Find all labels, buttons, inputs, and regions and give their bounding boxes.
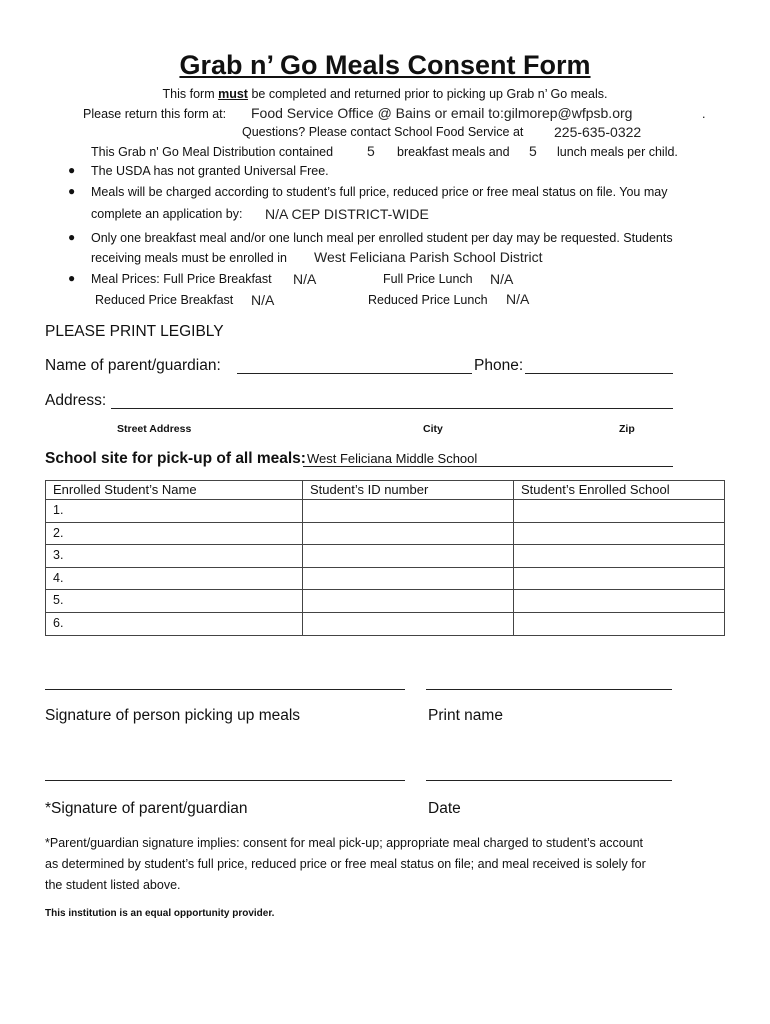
- pickup-site-value[interactable]: West Feliciana Middle School: [307, 451, 478, 466]
- table-row: [46, 545, 725, 568]
- footnote-line-1: *Parent/guardian signature implies: consent for meal pick-up; appropriate meal charged to student’s account: [45, 836, 644, 850]
- reduced-lunch-price[interactable]: N/A: [506, 291, 530, 307]
- breakfast-count[interactable]: 5: [367, 143, 375, 159]
- print-name-label: Print name: [428, 707, 503, 724]
- student-school-cell[interactable]: [514, 545, 725, 568]
- city-label: City: [423, 423, 443, 435]
- header-student-id: Student’s ID number: [303, 481, 514, 500]
- print-legibly: PLEASE PRINT LEGIBLY: [45, 323, 224, 340]
- table-row: [46, 522, 725, 545]
- full-breakfast-price[interactable]: N/A: [293, 271, 317, 287]
- student-school-cell[interactable]: [514, 567, 725, 590]
- student-name-cell[interactable]: 6.: [46, 612, 303, 635]
- table-row: [46, 567, 725, 590]
- zip-label: Zip: [619, 423, 635, 435]
- footnote-line-3: the student listed above.: [45, 878, 181, 892]
- return-label: Please return this form at:: [83, 107, 227, 121]
- bullet-icon: ●: [68, 271, 76, 285]
- student-school-cell[interactable]: [514, 612, 725, 635]
- application-method[interactable]: N/A CEP DISTRICT-WIDE: [265, 206, 429, 222]
- phone-label: Phone:: [474, 357, 524, 374]
- bullet-icon: ●: [68, 163, 76, 177]
- enrolled-label: receiving meals must be enrolled in: [91, 251, 287, 265]
- reduced-breakfast-price[interactable]: N/A: [251, 292, 275, 308]
- pickup-site-field[interactable]: [303, 466, 673, 467]
- print-name-field[interactable]: [426, 689, 672, 690]
- pickup-signature-label: Signature of person picking up meals: [45, 707, 301, 724]
- student-school-cell[interactable]: [514, 590, 725, 613]
- bullet-charges: Meals will be charged according to student’s full price, reduced price or free meal status on file. You may: [91, 185, 668, 199]
- questions-phone[interactable]: 225-635-0322: [554, 124, 642, 140]
- table-row: [46, 500, 725, 523]
- full-lunch-label: Full Price Lunch: [383, 272, 473, 286]
- address-label: Address:: [45, 392, 107, 409]
- guardian-signature-field[interactable]: [45, 780, 405, 781]
- reduced-breakfast-label: Reduced Price Breakfast: [95, 293, 234, 307]
- student-school-cell[interactable]: [514, 500, 725, 523]
- header-enrolled-school: Student’s Enrolled School: [514, 481, 725, 500]
- student-name-cell[interactable]: 3.: [46, 545, 303, 568]
- pickup-signature-field[interactable]: [45, 689, 405, 690]
- bullet-icon: ●: [68, 230, 76, 244]
- distribution-mid: breakfast meals and: [397, 145, 510, 159]
- table-row: [46, 590, 725, 613]
- questions-label: Questions? Please contact School Food Service at: [242, 125, 524, 139]
- student-id-cell[interactable]: [303, 522, 514, 545]
- header-student-name: Enrolled Student’s Name: [46, 481, 303, 500]
- application-label: complete an application by:: [91, 207, 243, 221]
- address-field[interactable]: [111, 408, 673, 409]
- pickup-site-label: School site for pick-up of all meals:: [45, 450, 306, 467]
- date-field[interactable]: [426, 780, 672, 781]
- date-label: Date: [428, 800, 461, 817]
- enrolled-district[interactable]: West Feliciana Parish School District: [314, 249, 543, 265]
- student-name-cell[interactable]: 2.: [46, 522, 303, 545]
- intro-line: This form must be completed and returned prior to picking up Grab n’ Go meals.: [162, 87, 608, 101]
- equal-opportunity-statement: This institution is an equal opportunity provider.: [45, 908, 275, 919]
- student-name-cell[interactable]: 1.: [46, 500, 303, 523]
- student-school-cell[interactable]: [514, 522, 725, 545]
- student-id-cell[interactable]: [303, 500, 514, 523]
- guardian-name-label: Name of parent/guardian:: [45, 357, 221, 374]
- return-location[interactable]: Food Service Office @ Bains or email to:gilmorep@wfpsb.org: [251, 105, 633, 121]
- return-period: .: [702, 107, 706, 121]
- student-name-cell[interactable]: 5.: [46, 590, 303, 613]
- distribution-post: lunch meals per child.: [557, 145, 678, 159]
- distribution-pre: This Grab n' Go Meal Distribution contained: [91, 145, 334, 159]
- prices-label: Meal Prices: Full Price Breakfast: [91, 272, 272, 286]
- students-table: [45, 480, 725, 636]
- bullet-usda: The USDA has not granted Universal Free.: [91, 164, 329, 178]
- student-name-cell[interactable]: 4.: [46, 567, 303, 590]
- guardian-signature-label: *Signature of parent/guardian: [45, 800, 248, 817]
- student-id-cell[interactable]: [303, 612, 514, 635]
- student-id-cell[interactable]: [303, 545, 514, 568]
- full-lunch-price[interactable]: N/A: [490, 271, 514, 287]
- lunch-count[interactable]: 5: [529, 143, 537, 159]
- phone-field[interactable]: [525, 373, 673, 374]
- bullet-one-meal: Only one breakfast meal and/or one lunch meal per enrolled student per day may be requested. Students: [91, 231, 673, 245]
- bullet-icon: ●: [68, 184, 76, 198]
- student-id-cell[interactable]: [303, 590, 514, 613]
- form-title: Grab n’ Go Meals Consent Form: [179, 50, 591, 80]
- table-header-row: [46, 481, 725, 500]
- student-id-cell[interactable]: [303, 567, 514, 590]
- guardian-name-field[interactable]: [237, 373, 472, 374]
- reduced-lunch-label: Reduced Price Lunch: [368, 293, 488, 307]
- street-label: Street Address: [117, 423, 192, 435]
- table-row: [46, 612, 725, 635]
- footnote-line-2: as determined by student’s full price, reduced price or free meal status on file; and meal received is solely for: [45, 857, 646, 871]
